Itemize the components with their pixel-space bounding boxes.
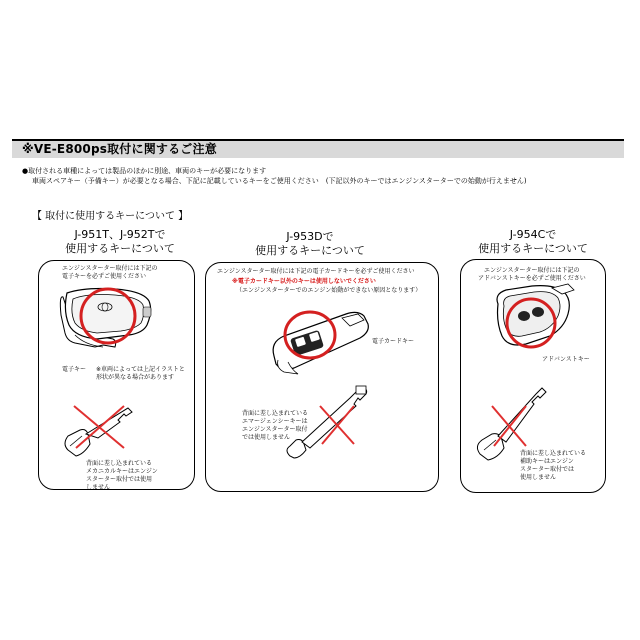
column-3-model: J-954Cで — [509, 228, 557, 241]
note-line-1: ●取付される車種によっては製品のほかに別途、車両のキーが必要になります — [22, 167, 267, 175]
panel-2-ng-3: エンジンスターター取付 — [242, 426, 308, 433]
section-heading: 【 取付に使用するキーについて 】 — [32, 211, 189, 222]
panel-2-ng-1: 背面に差し込まれている — [242, 410, 309, 417]
panel-3-key-label: アドバンストキー — [542, 356, 590, 363]
panel-1-ng-3: スターター取付では使用 — [86, 476, 153, 483]
panel-1-instruction-1: エンジンスターター取付には下記の — [62, 265, 158, 272]
panel-2-warning-2: （エンジンスターターでのエンジン始動ができない原因となります） — [236, 287, 422, 294]
column-3-heading — [463, 228, 603, 256]
column-2-model: J-953Dで — [286, 230, 334, 243]
panel-2-warning-1: ※電子カードキー以外のキーは使用しないでください — [232, 278, 376, 285]
panel-2-ng-4: では使用しません — [242, 434, 291, 441]
red-circle-highlight-icon — [282, 306, 342, 362]
page-title: ※VE-E800ps取付に関するご注意 — [22, 142, 217, 156]
column-1-model: J-951T、J-952Tで — [74, 228, 166, 241]
panel-3-ng-2: 補助キーはエンジン — [520, 458, 574, 465]
panel-1-ng-4: しません — [86, 484, 111, 491]
column-2-subtitle: 使用するキーについて — [255, 244, 365, 257]
panel-1-caution-1: ※車両によっては上記イラストと — [96, 366, 185, 373]
panel-2-instruction-1: エンジンスターター取付には下記の電子カードキーを必ずご使用ください — [217, 268, 415, 275]
red-circle-highlight-icon — [504, 296, 560, 352]
red-cross-icon — [70, 402, 130, 452]
panel-3-instruction-2: アドバンストキーを必ずご使用ください — [478, 275, 586, 282]
panel-3-ng-3: スターター取付では — [520, 466, 575, 473]
panel-2-ng-2: エマージェンシーキーは — [242, 418, 308, 425]
red-circle-highlight-icon — [78, 285, 140, 347]
note-line-2: 車両スペアキー（予備キー）が必要となる場合、下記に記載しているキーをご使用ください (下記以外のキーではエンジンスターターでの始動が行えません) — [32, 177, 527, 185]
panel-1-ng-1: 背面に差し込まれている — [86, 460, 153, 467]
column-1-heading — [40, 228, 200, 256]
red-cross-icon — [490, 404, 530, 448]
column-3-subtitle: 使用するキーについて — [478, 242, 588, 255]
panel-3-ng-4: 使用しません — [520, 474, 557, 481]
column-2-heading — [230, 230, 390, 258]
panel-2-key-label: 電子カードキー — [372, 338, 415, 345]
title-bar — [12, 139, 624, 158]
panel-1-instruction-2: 電子キーを必ずご使用ください — [62, 273, 147, 280]
notes — [22, 166, 527, 186]
column-1-subtitle: 使用するキーについて — [65, 242, 175, 255]
panel-1-key-label: 電子キー — [62, 366, 87, 373]
panel-3-ng-1: 背面に差し込まれている — [520, 450, 587, 457]
red-cross-icon — [318, 404, 358, 446]
panel-1-ng-2: メカニカルキーはエンジン — [86, 468, 158, 475]
panel-1-caution-2: 形状が異なる場合があります — [96, 374, 175, 381]
panel-3-instruction-1: エンジンスターター取付には下記の — [484, 267, 580, 274]
